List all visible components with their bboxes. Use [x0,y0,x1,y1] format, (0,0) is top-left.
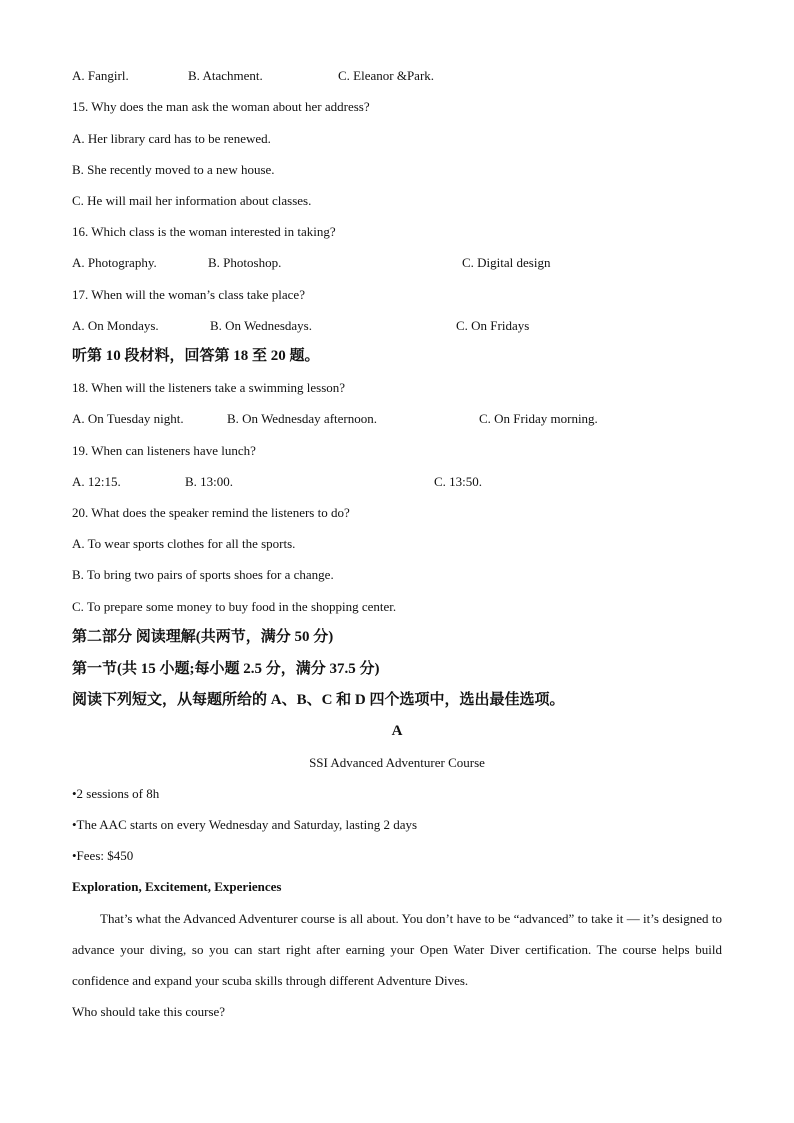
q15-question: 15. Why does the man ask the woman about her address? [72,99,370,114]
q18-question: 18. When will the listeners take a swimming lesson? [72,380,346,395]
q14-option-a: A. Fangirl. [72,68,129,83]
section-1-heading: 第一节(共 15 小题;每小题 2.5 分，满分 37.5 分) [72,661,380,677]
q16-option-b: B. Photoshop. [208,255,282,270]
q14-option-b: B. Atachment. [188,68,263,83]
q15-option-b: B. She recently moved to a new house. [72,162,275,177]
q18-option-a: A. On Tuesday night. [72,411,184,426]
q17-option-b: B. On Wednesdays. [210,318,312,333]
passage-letter: A [391,723,403,739]
q18-option-b: B. On Wednesday afternoon. [227,411,377,426]
q20-question: 20. What does the speaker remind the listeners to do? [72,505,350,520]
q16-option-a: A. Photography. [72,255,157,270]
q15-option-a: A. Her library card has to be renewed. [72,131,271,146]
q20-option-a: A. To wear sports clothes for all the sports. [72,536,296,551]
q14-option-c: C. Eleanor &Park. [338,68,435,83]
q19-question: 19. When can listeners have lunch? [72,443,256,458]
part-2-heading: 第二部分 阅读理解(共两节，满分 50 分) [72,629,334,645]
course-bullet-schedule: •The AAC starts on every Wednesday and Saturday, lasting 2 days [72,817,418,832]
q15-option-c: C. He will mail her information about classes. [72,193,312,208]
course-bullet-fees: •Fees: $450 [72,848,134,863]
q20-option-b: B. To bring two pairs of sports shoes for a change. [72,567,334,582]
section-10-heading: 听第 10 段材料，回答第 18 至 20 题。 [72,348,320,364]
q17-option-c: C. On Fridays [456,318,530,333]
passage-paragraph: That’s what the Advanced Adventurer course is all about. You don’t have to be “advanced” to take it — it’s designed to advance your diving, so you can start right after earning your Open Water Diver certification. The course helps build confidence and expand your scuba skills through different Adventure Dives. [72,911,722,988]
q18-option-c: C. On Friday morning. [479,411,598,426]
course-bullet-sessions: •2 sessions of 8h [72,786,160,801]
q20-option-c: C. To prepare some money to buy food in the shopping center. [72,599,397,614]
q19-option-b: B. 13:00. [185,474,234,489]
q17-option-a: A. On Mondays. [72,318,159,333]
q19-option-c: C. 13:50. [434,474,483,489]
reading-instructions: 阅读下列短文，从每题所给的 A、B、C 和 D 四个选项中，选出最佳选项。 [72,692,565,708]
q16-question: 16. Which class is the woman interested in taking? [72,224,336,239]
passage-title: SSI Advanced Adventurer Course [309,755,485,770]
q19-option-a: A. 12:15. [72,474,121,489]
q17-question: 17. When will the woman’s class take place? [72,287,305,302]
passage-subheading: Exploration, Excitement, Experiences [72,879,282,894]
q16-option-c: C. Digital design [462,255,551,270]
passage-question: Who should take this course? [72,1004,226,1019]
